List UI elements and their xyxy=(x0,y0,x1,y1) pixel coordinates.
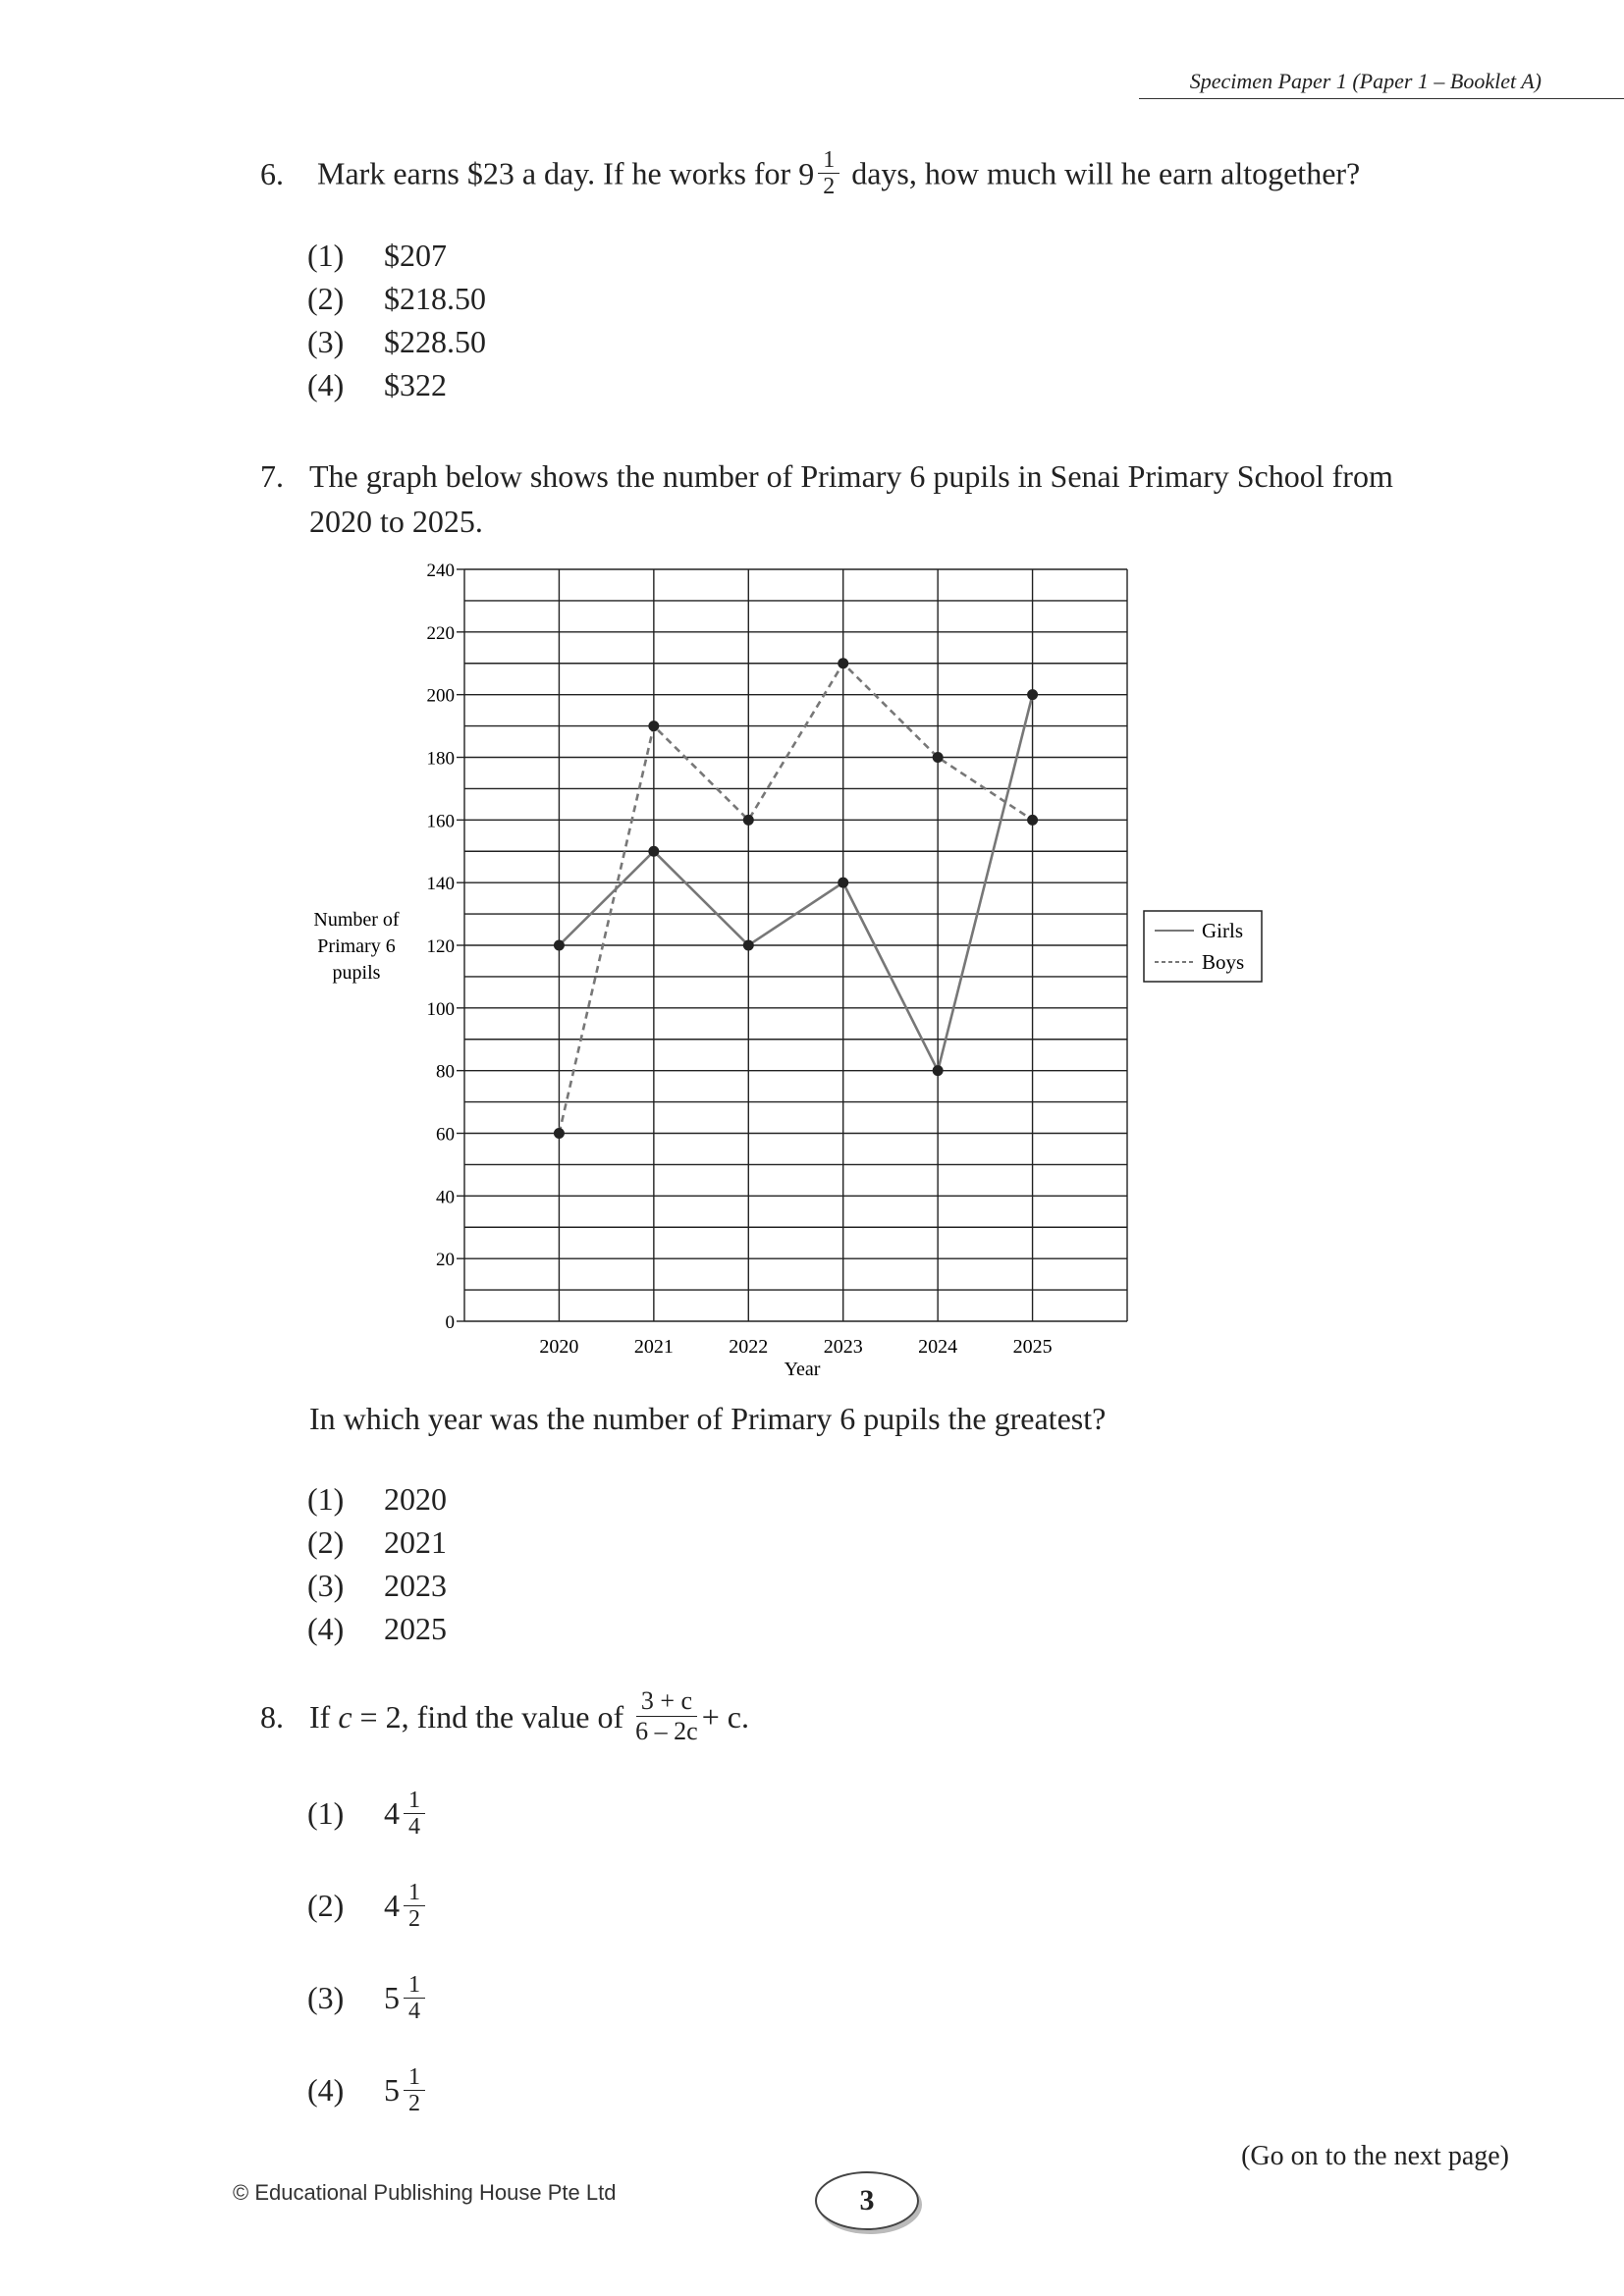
option[interactable]: (2) $218.50 xyxy=(307,281,486,316)
option[interactable]: (4) $322 xyxy=(307,367,447,402)
fraction: $\frac{1}{4}$ xyxy=(404,1972,425,2024)
option[interactable]: (3) 2023 xyxy=(307,1568,447,1603)
question-8 xyxy=(260,1686,749,1746)
y-tick-label: 160 xyxy=(426,811,455,832)
question-text: Mark earns $23 a day. If he works for xyxy=(317,155,791,191)
data-point-boys xyxy=(933,752,944,763)
series-line-boys xyxy=(559,664,1032,1134)
expression-fraction xyxy=(635,1686,698,1746)
fraction: $\frac{1}{4}$ xyxy=(404,1788,425,1840)
denominator: 6 – 2c xyxy=(635,1717,698,1745)
y-tick-label: 100 xyxy=(426,998,455,1020)
chart-legend xyxy=(1144,911,1262,982)
data-point-girls xyxy=(1027,689,1038,700)
data-point-girls xyxy=(933,1065,944,1076)
denominator: 2 xyxy=(823,174,836,199)
y-axis-label-line1: Number of xyxy=(313,909,400,931)
option[interactable]: (1) 4 $\frac{1}{4}$ xyxy=(307,1767,429,1859)
x-tick-label: 2023 xyxy=(823,1336,863,1358)
y-tick-label: 240 xyxy=(426,561,455,581)
data-point-boys xyxy=(838,658,848,668)
data-point-boys xyxy=(648,721,659,731)
x-tick-label: 2025 xyxy=(1012,1336,1053,1358)
q8-options xyxy=(307,1767,429,2136)
copyright: © Educational Publishing House Pte Ltd xyxy=(233,2180,617,2205)
option[interactable]: (1) $207 xyxy=(307,238,447,273)
data-point-boys xyxy=(554,1128,565,1139)
question-text: 2020 to 2025. xyxy=(309,504,483,539)
legend-girls-label: Girls xyxy=(1202,919,1243,942)
data-point-girls xyxy=(838,878,848,888)
question-number: 7. xyxy=(260,458,284,494)
option[interactable]: (2) 4 $\frac{1}{2}$ xyxy=(307,1859,429,1951)
y-axis-ticks xyxy=(427,561,465,1333)
numerator: 1 xyxy=(818,147,839,174)
data-point-girls xyxy=(554,940,565,951)
next-page-note: (Go on to the next page) xyxy=(1241,2141,1509,2171)
question-text: = 2, find the value of xyxy=(359,1698,624,1735)
question-text: The graph below shows the number of Primary 6 pupils in Senai Primary School from xyxy=(309,458,1393,494)
option[interactable]: (3) 5 $\frac{1}{4}$ xyxy=(307,1951,429,2044)
x-tick-label: 2021 xyxy=(633,1336,674,1358)
page-number: 3 xyxy=(815,2171,919,2230)
fraction: $\frac{1}{2}$ xyxy=(404,1880,425,1932)
option[interactable]: (1) 2020 xyxy=(307,1481,447,1517)
y-tick-label: 20 xyxy=(436,1250,455,1271)
question-7-prompt: In which year was the number of Primary 6 pupils the greatest? xyxy=(309,1401,1107,1436)
whole-part: 9 xyxy=(798,155,815,191)
y-axis-label-line3: pupils xyxy=(332,962,381,984)
question-text: + c. xyxy=(701,1698,749,1735)
y-tick-label: 60 xyxy=(436,1124,455,1146)
data-point-girls xyxy=(648,846,659,857)
question-text: days, how much will he earn altogether? xyxy=(851,155,1361,191)
question-text: If xyxy=(309,1698,331,1735)
data-point-girls xyxy=(743,940,754,951)
fraction: $\frac{1}{2}$ xyxy=(404,2064,425,2116)
y-tick-label: 220 xyxy=(426,622,455,644)
variable: c xyxy=(338,1698,352,1735)
y-tick-label: 120 xyxy=(426,936,455,957)
x-tick-label: 2022 xyxy=(729,1336,769,1358)
page-header: Specimen Paper 1 (Paper 1 – Booklet A) xyxy=(1189,69,1542,93)
option[interactable]: (2) 2021 xyxy=(307,1524,447,1560)
option[interactable]: (4) 2025 xyxy=(307,1611,447,1646)
y-axis-label-line2: Primary 6 xyxy=(317,935,396,957)
y-tick-label: 200 xyxy=(426,685,455,707)
x-axis-label: Year xyxy=(784,1359,821,1380)
x-tick-label: 2024 xyxy=(918,1336,958,1358)
data-point-boys xyxy=(743,815,754,826)
y-tick-label: 80 xyxy=(436,1061,455,1083)
x-axis-ticks xyxy=(539,1336,1052,1358)
y-tick-label: 140 xyxy=(426,874,455,895)
data-point-boys xyxy=(1027,815,1038,826)
y-tick-label: 40 xyxy=(436,1187,455,1208)
legend-boys-label: Boys xyxy=(1202,950,1245,974)
chart-series xyxy=(554,658,1038,1139)
x-tick-label: 2020 xyxy=(539,1336,579,1358)
numerator: 3 + c xyxy=(636,1686,697,1717)
option[interactable]: (3) $228.50 xyxy=(307,324,486,359)
y-tick-label: 0 xyxy=(445,1312,455,1333)
question-number: 6. xyxy=(260,155,284,191)
q7-options xyxy=(307,1477,447,1650)
y-tick-label: 180 xyxy=(426,748,455,770)
question-number: 8. xyxy=(260,1698,284,1735)
option[interactable]: (4) 5 $\frac{1}{2}$ xyxy=(307,2044,429,2136)
